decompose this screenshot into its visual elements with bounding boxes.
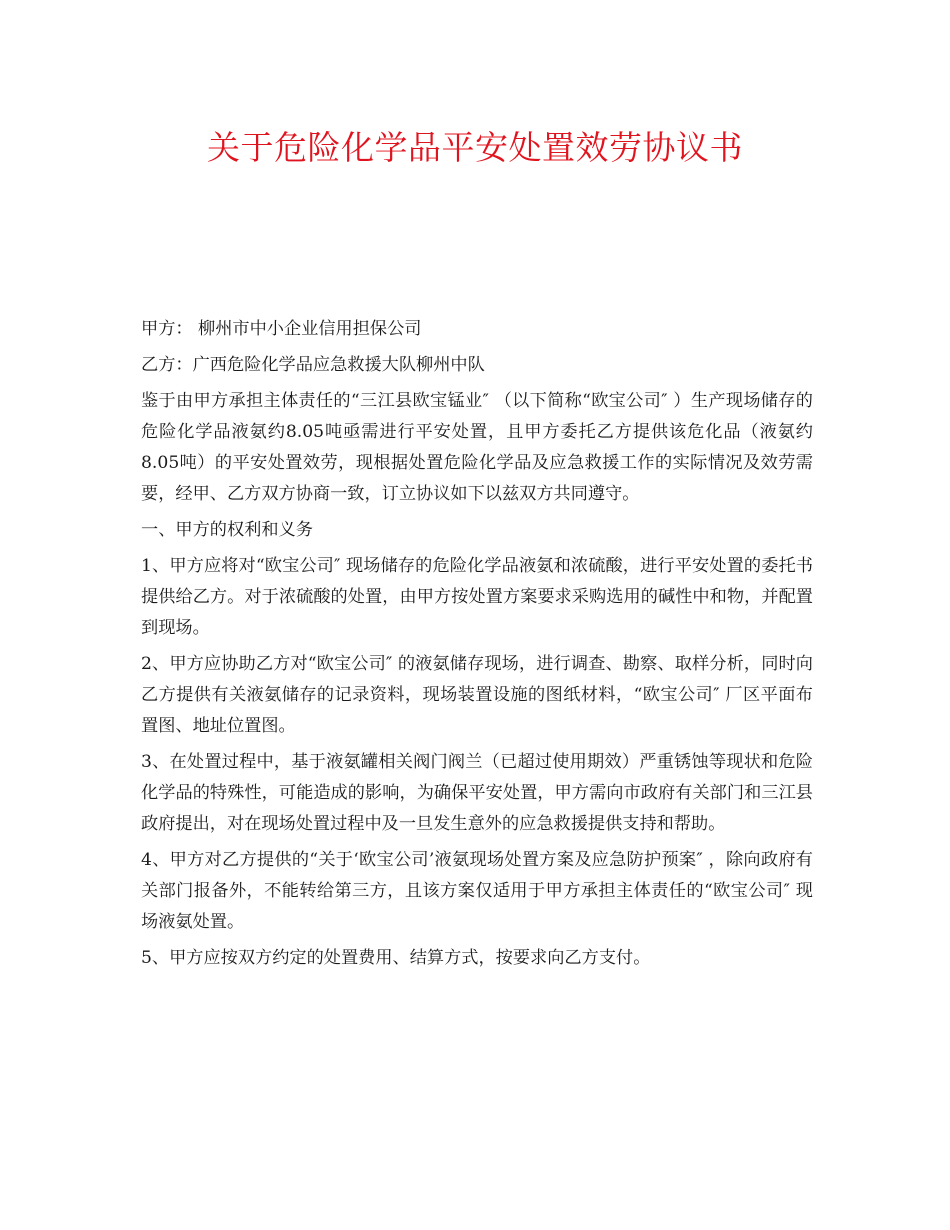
section-1-heading: 一、甲方的权利和义务	[141, 520, 313, 540]
clause-3: 3、在处置过程中，基于液氨罐相关阀门阀兰（已超过使用期效）严重锈蚀等现状和危险化学品的特殊性，可能造成的影响，为确保平安处置，甲方需向市政府有关部门和三江县政府提出，对在现场处置过程中及一旦发生意外的应急救援提供支持和帮助。	[141, 752, 813, 834]
intro-paragraph: 鉴于由甲方承担主体责任的“三江县欧宝锰业″ （以下简称“欧宝公司″ ）生产现场储存的危险化学品液氨约8.05吨亟需进行平安处置，且甲方委托乙方提供该危化品（液氨约8.05吨）的平安处置效劳，现根据处置危险化学品及应急救援工作的实际情况及效劳需要，经甲、乙方双方协商一致，订立协议如下以兹双方共同遵守。	[141, 391, 813, 504]
clause-4: 4、甲方对乙方提供的“关于‘欧宝公司’液氨现场处置方案及应急防护预案″ ，除向政府有关部门报备外，不能转给第三方，且该方案仅适用于甲方承担主体责任的“欧宝公司″ 现场液氨处置。	[141, 850, 813, 932]
document-body	[141, 314, 813, 979]
party-b-line: 乙方：广西危险化学品应急救援大队柳州中队	[141, 355, 485, 375]
clause-5: 5、甲方应按双方约定的处置费用、结算方式，按要求向乙方支付。	[141, 948, 651, 968]
document-title: 关于危险化学品平安处置效劳协议书	[207, 128, 743, 167]
party-a-line: 甲方： 柳州市中小企业信用担保公司	[141, 319, 422, 339]
clause-1: 1、甲方应将对“欧宝公司″ 现场储存的危险化学品液氨和浓硫酸，进行平安处置的委托书提供给乙方。对于浓硫酸的处置，由甲方按处置方案要求采购选用的碱性中和物，并配置到现场。	[141, 556, 813, 638]
clause-2: 2、甲方应协助乙方对“欧宝公司″ 的液氨储存现场，进行调查、勘察、取样分析，同时向乙方提供有关液氨储存的记录资料，现场装置设施的图纸材料，“欧宝公司″ 厂区平面布置图、地址位置图。	[141, 654, 813, 736]
